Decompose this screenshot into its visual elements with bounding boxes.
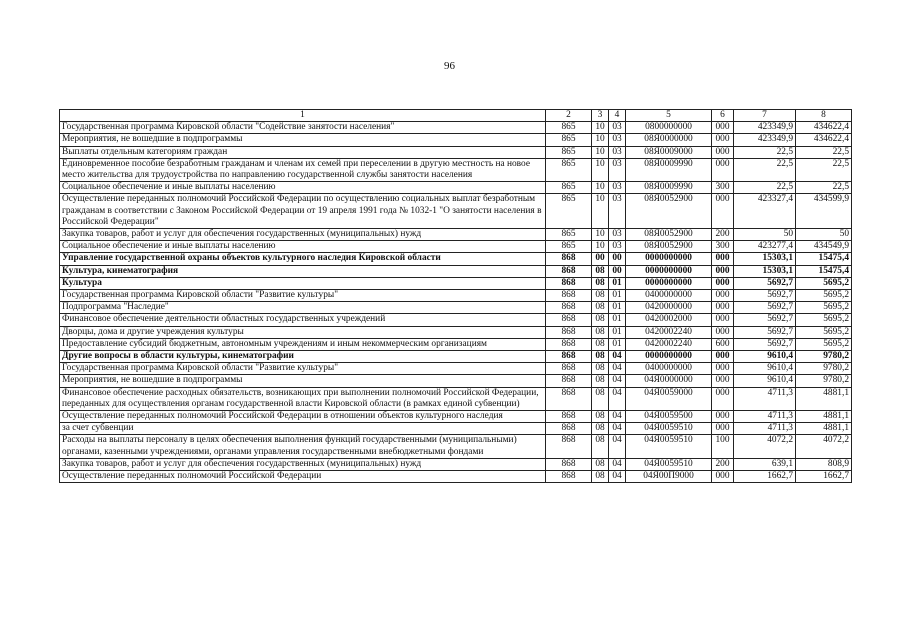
target-article-cell: 0000000000 [626, 253, 712, 265]
target-article-cell: 0400000000 [626, 363, 712, 375]
amount-year2-cell: 4881,1 [796, 387, 852, 410]
row-name-cell: Другие вопросы в области культуры, кинематографии [60, 351, 546, 363]
ved-code-cell: 868 [546, 423, 592, 435]
subsection-code-cell: 03 [609, 122, 626, 134]
ved-code-cell: 868 [546, 290, 592, 302]
amount-year2-cell: 808,9 [796, 458, 852, 470]
amount-year2-cell: 50 [796, 229, 852, 241]
section-code-cell: 08 [592, 387, 609, 410]
row-name-cell: Выплаты отдельным категориям граждан [60, 146, 546, 158]
table-row [60, 435, 852, 458]
target-article-cell: 04Я0059510 [626, 423, 712, 435]
subsection-code-cell: 03 [609, 241, 626, 253]
row-name-cell: Государственная программа Кировской области "Содействие занятости населения" [60, 122, 546, 134]
table-row [60, 253, 852, 265]
section-code-cell: 08 [592, 423, 609, 435]
target-article-cell: 0000000000 [626, 277, 712, 289]
target-article-cell: 04Я0059500 [626, 411, 712, 423]
row-name-cell: Мероприятия, не вошедшие в подпрограммы [60, 375, 546, 387]
section-code-cell: 08 [592, 363, 609, 375]
column-header: 1 [60, 110, 546, 122]
amount-year2-cell: 434622,4 [796, 122, 852, 134]
section-code-cell: 10 [592, 229, 609, 241]
ved-code-cell: 868 [546, 387, 592, 410]
section-code-cell: 08 [592, 326, 609, 338]
row-name-cell: Закупка товаров, работ и услуг для обеспечения государственных (муниципальных) нужд [60, 229, 546, 241]
expense-type-cell: 000 [712, 387, 734, 410]
section-code-cell: 08 [592, 471, 609, 483]
subsection-code-cell: 01 [609, 290, 626, 302]
table-header-row [60, 110, 852, 122]
amount-year1-cell: 639,1 [734, 458, 796, 470]
expense-type-cell: 100 [712, 435, 734, 458]
row-name-cell: Предоставление субсидий бюджетным, автономным учреждениям и иным некоммерческим организациям [60, 338, 546, 350]
amount-year1-cell: 5692,7 [734, 277, 796, 289]
section-code-cell: 08 [592, 458, 609, 470]
amount-year1-cell: 9610,4 [734, 375, 796, 387]
subsection-code-cell: 01 [609, 277, 626, 289]
table-row [60, 375, 852, 387]
table-row [60, 411, 852, 423]
amount-year1-cell: 5692,7 [734, 302, 796, 314]
amount-year2-cell: 5695,2 [796, 302, 852, 314]
expense-type-cell: 000 [712, 351, 734, 363]
ved-code-cell: 868 [546, 471, 592, 483]
target-article-cell: 04Я0059510 [626, 458, 712, 470]
ved-code-cell: 865 [546, 158, 592, 181]
table-row [60, 241, 852, 253]
target-article-cell: 0400000000 [626, 290, 712, 302]
amount-year2-cell: 434599,9 [796, 194, 852, 229]
section-code-cell: 08 [592, 314, 609, 326]
table-row [60, 458, 852, 470]
target-article-cell: 08Я0052900 [626, 241, 712, 253]
subsection-code-cell: 03 [609, 194, 626, 229]
row-name-cell: Осуществление переданных полномочий Российской Федерации в отношении объектов культурного наследия [60, 411, 546, 423]
amount-year2-cell: 15475,4 [796, 265, 852, 277]
amount-year2-cell: 4881,1 [796, 423, 852, 435]
row-name-cell: Мероприятия, не вошедшие в подпрограммы [60, 134, 546, 146]
amount-year1-cell: 15303,1 [734, 253, 796, 265]
table-row [60, 290, 852, 302]
amount-year1-cell: 423349,9 [734, 122, 796, 134]
target-article-cell: 08Я0052900 [626, 229, 712, 241]
amount-year2-cell: 5695,2 [796, 338, 852, 350]
amount-year2-cell: 22,5 [796, 182, 852, 194]
table-row [60, 471, 852, 483]
table-row [60, 338, 852, 350]
row-name-cell: Подпрограмма "Наследие" [60, 302, 546, 314]
target-article-cell: 04Я00П9000 [626, 471, 712, 483]
amount-year1-cell: 4711,3 [734, 387, 796, 410]
ved-code-cell: 865 [546, 241, 592, 253]
target-article-cell: 0000000000 [626, 265, 712, 277]
amount-year2-cell: 4072,2 [796, 435, 852, 458]
section-code-cell: 10 [592, 182, 609, 194]
amount-year1-cell: 1662,7 [734, 471, 796, 483]
subsection-code-cell: 00 [609, 265, 626, 277]
expense-type-cell: 000 [712, 411, 734, 423]
target-article-cell: 0420002000 [626, 314, 712, 326]
target-article-cell: 04Я0059510 [626, 435, 712, 458]
column-header: 4 [609, 110, 626, 122]
expense-type-cell: 000 [712, 326, 734, 338]
ved-code-cell: 868 [546, 458, 592, 470]
expense-type-cell: 000 [712, 158, 734, 181]
section-code-cell: 08 [592, 265, 609, 277]
expense-type-cell: 000 [712, 314, 734, 326]
subsection-code-cell: 03 [609, 182, 626, 194]
subsection-code-cell: 03 [609, 134, 626, 146]
target-article-cell: 08Я0009990 [626, 182, 712, 194]
ved-code-cell: 865 [546, 229, 592, 241]
expense-type-cell: 000 [712, 265, 734, 277]
subsection-code-cell: 01 [609, 302, 626, 314]
budget-table [59, 109, 852, 483]
section-code-cell: 08 [592, 411, 609, 423]
subsection-code-cell: 01 [609, 338, 626, 350]
amount-year1-cell: 5692,7 [734, 290, 796, 302]
section-code-cell: 08 [592, 277, 609, 289]
column-header: 8 [796, 110, 852, 122]
expense-type-cell: 000 [712, 423, 734, 435]
ved-code-cell: 868 [546, 435, 592, 458]
amount-year1-cell: 9610,4 [734, 363, 796, 375]
amount-year2-cell: 4881,1 [796, 411, 852, 423]
amount-year1-cell: 423277,4 [734, 241, 796, 253]
section-code-cell: 10 [592, 194, 609, 229]
expense-type-cell: 600 [712, 338, 734, 350]
target-article-cell: 08Я0009990 [626, 158, 712, 181]
table-row [60, 182, 852, 194]
amount-year2-cell: 9780,2 [796, 363, 852, 375]
subsection-code-cell: 03 [609, 146, 626, 158]
table-row [60, 146, 852, 158]
column-header: 7 [734, 110, 796, 122]
amount-year2-cell: 22,5 [796, 158, 852, 181]
row-name-cell: Социальное обеспечение и иные выплаты населению [60, 241, 546, 253]
section-code-cell: 10 [592, 241, 609, 253]
expense-type-cell: 000 [712, 363, 734, 375]
expense-type-cell: 000 [712, 122, 734, 134]
ved-code-cell: 865 [546, 134, 592, 146]
subsection-code-cell: 03 [609, 158, 626, 181]
target-article-cell: 0800000000 [626, 122, 712, 134]
amount-year1-cell: 4711,3 [734, 423, 796, 435]
ved-code-cell: 868 [546, 302, 592, 314]
subsection-code-cell: 04 [609, 351, 626, 363]
amount-year2-cell: 434622,4 [796, 134, 852, 146]
table-row [60, 265, 852, 277]
row-name-cell: Дворцы, дома и другие учреждения культуры [60, 326, 546, 338]
row-name-cell: Осуществление переданных полномочий Российской Федерации [60, 471, 546, 483]
ved-code-cell: 868 [546, 338, 592, 350]
amount-year1-cell: 22,5 [734, 158, 796, 181]
table-row [60, 194, 852, 229]
row-name-cell: Финансовое обеспечение расходных обязательств, возникающих при выполнении полномочий Российской Федерации, переданных для осуществления органам государственной власти Кировской области (в рамках единой субвенции) [60, 387, 546, 410]
ved-code-cell: 865 [546, 194, 592, 229]
expense-type-cell: 000 [712, 290, 734, 302]
row-name-cell: Государственная программа Кировской области "Развитие культуры" [60, 290, 546, 302]
expense-type-cell: 200 [712, 458, 734, 470]
column-header: 2 [546, 110, 592, 122]
table-row [60, 326, 852, 338]
amount-year2-cell: 9780,2 [796, 351, 852, 363]
amount-year2-cell: 9780,2 [796, 375, 852, 387]
amount-year1-cell: 5692,7 [734, 326, 796, 338]
amount-year1-cell: 423327,4 [734, 194, 796, 229]
subsection-code-cell: 04 [609, 363, 626, 375]
ved-code-cell: 868 [546, 253, 592, 265]
subsection-code-cell: 04 [609, 458, 626, 470]
ved-code-cell: 868 [546, 363, 592, 375]
expense-type-cell: 000 [712, 277, 734, 289]
amount-year1-cell: 22,5 [734, 146, 796, 158]
ved-code-cell: 868 [546, 411, 592, 423]
ved-code-cell: 868 [546, 375, 592, 387]
page-number: 96 [444, 60, 455, 72]
table-row [60, 387, 852, 410]
expense-type-cell: 000 [712, 146, 734, 158]
ved-code-cell: 868 [546, 314, 592, 326]
expense-type-cell: 300 [712, 182, 734, 194]
section-code-cell: 10 [592, 134, 609, 146]
expense-type-cell: 000 [712, 134, 734, 146]
expense-type-cell: 000 [712, 253, 734, 265]
subsection-code-cell: 00 [609, 253, 626, 265]
target-article-cell: 08Я0009000 [626, 146, 712, 158]
subsection-code-cell: 04 [609, 423, 626, 435]
section-code-cell: 08 [592, 338, 609, 350]
amount-year1-cell: 5692,7 [734, 338, 796, 350]
section-code-cell: 08 [592, 435, 609, 458]
table-row [60, 134, 852, 146]
section-code-cell: 00 [592, 253, 609, 265]
amount-year1-cell: 423349,9 [734, 134, 796, 146]
amount-year1-cell: 22,5 [734, 182, 796, 194]
row-name-cell: Культура [60, 277, 546, 289]
amount-year2-cell: 5695,2 [796, 314, 852, 326]
ved-code-cell: 868 [546, 326, 592, 338]
amount-year1-cell: 4072,2 [734, 435, 796, 458]
expense-type-cell: 000 [712, 194, 734, 229]
ved-code-cell: 868 [546, 277, 592, 289]
table-row [60, 158, 852, 181]
section-code-cell: 08 [592, 290, 609, 302]
target-article-cell: 08Я0000000 [626, 134, 712, 146]
expense-type-cell: 000 [712, 471, 734, 483]
section-code-cell: 10 [592, 146, 609, 158]
table-row [60, 314, 852, 326]
amount-year2-cell: 15475,4 [796, 253, 852, 265]
amount-year1-cell: 4711,3 [734, 411, 796, 423]
target-article-cell: 04Я0000000 [626, 375, 712, 387]
expense-type-cell: 000 [712, 375, 734, 387]
target-article-cell: 0420000000 [626, 302, 712, 314]
target-article-cell: 0420002240 [626, 338, 712, 350]
row-name-cell: Культура, кинематография [60, 265, 546, 277]
row-name-cell: Государственная программа Кировской области "Развитие культуры" [60, 363, 546, 375]
column-header: 6 [712, 110, 734, 122]
amount-year1-cell: 15303,1 [734, 265, 796, 277]
subsection-code-cell: 01 [609, 314, 626, 326]
section-code-cell: 08 [592, 302, 609, 314]
ved-code-cell: 868 [546, 265, 592, 277]
target-article-cell: 08Я0052900 [626, 194, 712, 229]
amount-year2-cell: 1662,7 [796, 471, 852, 483]
section-code-cell: 08 [592, 375, 609, 387]
table-row [60, 351, 852, 363]
table-row [60, 229, 852, 241]
row-name-cell: за счет субвенции [60, 423, 546, 435]
expense-type-cell: 000 [712, 302, 734, 314]
ved-code-cell: 865 [546, 146, 592, 158]
row-name-cell: Социальное обеспечение и иные выплаты населению [60, 182, 546, 194]
ved-code-cell: 865 [546, 182, 592, 194]
amount-year1-cell: 50 [734, 229, 796, 241]
expense-type-cell: 200 [712, 229, 734, 241]
table-body [60, 122, 852, 483]
subsection-code-cell: 04 [609, 411, 626, 423]
table-row [60, 363, 852, 375]
target-article-cell: 0420002240 [626, 326, 712, 338]
ved-code-cell: 868 [546, 351, 592, 363]
row-name-cell: Осуществление переданных полномочий Российской Федерации по осуществлению социальных выплат безработным гражданам в соответствии с Законом Российской Федерации от 19 апреля 1991 года № 1032-1 "О занятости населения в Российской Федерации" [60, 194, 546, 229]
row-name-cell: Управление государственной охраны объектов культурного наследия Кировской области [60, 253, 546, 265]
target-article-cell: 0000000000 [626, 351, 712, 363]
target-article-cell: 04Я0059000 [626, 387, 712, 410]
column-header: 3 [592, 110, 609, 122]
amount-year2-cell: 22,5 [796, 146, 852, 158]
expense-type-cell: 300 [712, 241, 734, 253]
table-row [60, 302, 852, 314]
amount-year2-cell: 434549,9 [796, 241, 852, 253]
subsection-code-cell: 04 [609, 471, 626, 483]
row-name-cell: Единовременное пособие безработным гражданам и членам их семей при переселении в другую местность на новое место жительства для трудоустройства по направлению государственной службы занятости населения [60, 158, 546, 181]
amount-year1-cell: 9610,4 [734, 351, 796, 363]
row-name-cell: Расходы на выплаты персоналу в целях обеспечения выполнения функций государственными (муниципальными) органами, казенными учреждениями, органами управления государственными внебюджетными фондами [60, 435, 546, 458]
section-code-cell: 10 [592, 122, 609, 134]
ved-code-cell: 865 [546, 122, 592, 134]
table-row [60, 277, 852, 289]
amount-year2-cell: 5695,2 [796, 290, 852, 302]
subsection-code-cell: 01 [609, 326, 626, 338]
amount-year2-cell: 5695,2 [796, 326, 852, 338]
row-name-cell: Финансовое обеспечение деятельности областных государственных учреждений [60, 314, 546, 326]
subsection-code-cell: 04 [609, 375, 626, 387]
subsection-code-cell: 04 [609, 387, 626, 410]
amount-year1-cell: 5692,7 [734, 314, 796, 326]
row-name-cell: Закупка товаров, работ и услуг для обеспечения государственных (муниципальных) нужд [60, 458, 546, 470]
amount-year2-cell: 5695,2 [796, 277, 852, 289]
column-header: 5 [626, 110, 712, 122]
table-row [60, 122, 852, 134]
section-code-cell: 10 [592, 158, 609, 181]
subsection-code-cell: 04 [609, 435, 626, 458]
table-row [60, 423, 852, 435]
subsection-code-cell: 03 [609, 229, 626, 241]
section-code-cell: 08 [592, 351, 609, 363]
